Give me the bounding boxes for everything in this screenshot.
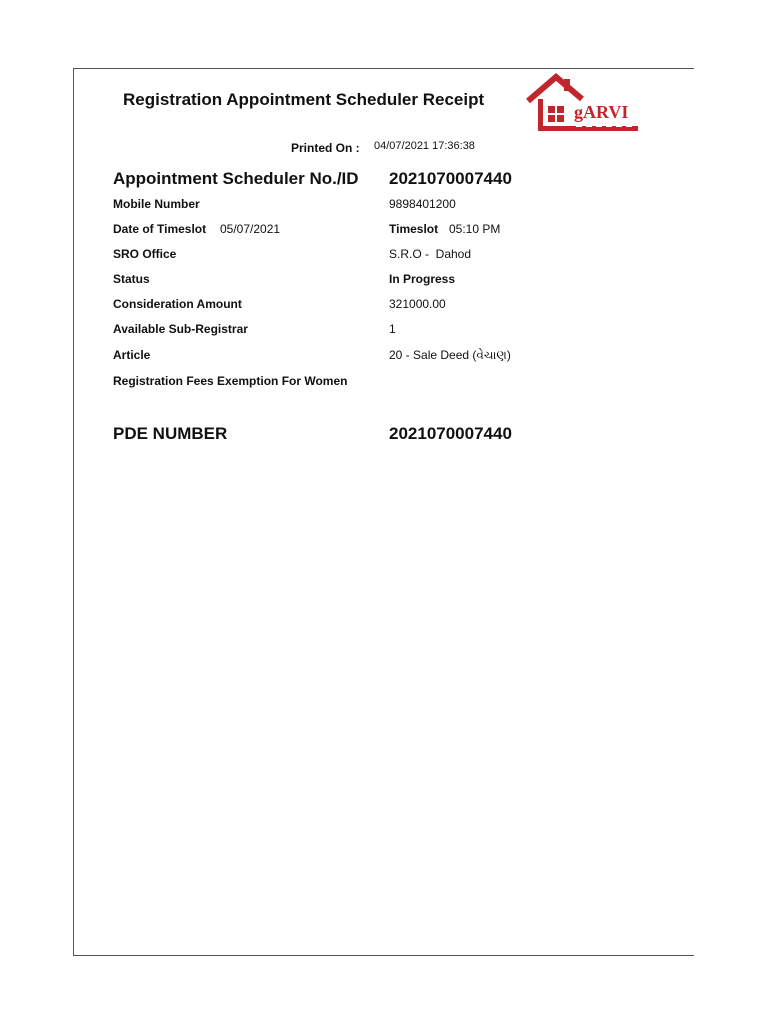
available-sub-registrar-label: Available Sub-Registrar [113, 322, 248, 336]
consideration-amount-value: 321000.00 [389, 297, 446, 311]
timeslot-label: Timeslot [389, 222, 439, 236]
fees-exemption-label: Registration Fees Exemption For Women [113, 374, 348, 388]
logo-text: gARVI [574, 102, 629, 122]
page-title: Registration Appointment Scheduler Receipt [123, 90, 485, 109]
timeslot-value: 05:10 PM [449, 222, 501, 236]
receipt-sheet [73, 68, 694, 956]
status-value: In Progress [389, 272, 456, 286]
sro-office-value: S.R.O - Dahod [389, 247, 472, 261]
status-label: Status [113, 272, 150, 286]
date-of-timeslot-label: Date of Timeslot [113, 222, 207, 236]
pde-number-label: PDE NUMBER [113, 424, 228, 443]
article-label: Article [113, 348, 151, 362]
sro-office-label: SRO Office [113, 247, 177, 261]
printed-on-label: Printed On : [291, 141, 360, 155]
printed-on-value: 04/07/2021 17:36:38 [374, 140, 475, 152]
consideration-amount-label: Consideration Amount [113, 297, 242, 311]
mobile-number-value: 9898401200 [389, 197, 456, 211]
available-sub-registrar-value: 1 [389, 322, 396, 336]
pde-number-value: 2021070007440 [389, 424, 512, 443]
garvi-logo [526, 73, 642, 135]
date-of-timeslot-value: 05/07/2021 [220, 222, 281, 236]
article-value: 20 - Sale Deed (વેચાણ) [389, 348, 511, 362]
appointment-id-label: Appointment Scheduler No./ID [113, 169, 359, 188]
mobile-number-label: Mobile Number [113, 197, 200, 211]
appointment-id-value: 2021070007440 [389, 169, 512, 188]
